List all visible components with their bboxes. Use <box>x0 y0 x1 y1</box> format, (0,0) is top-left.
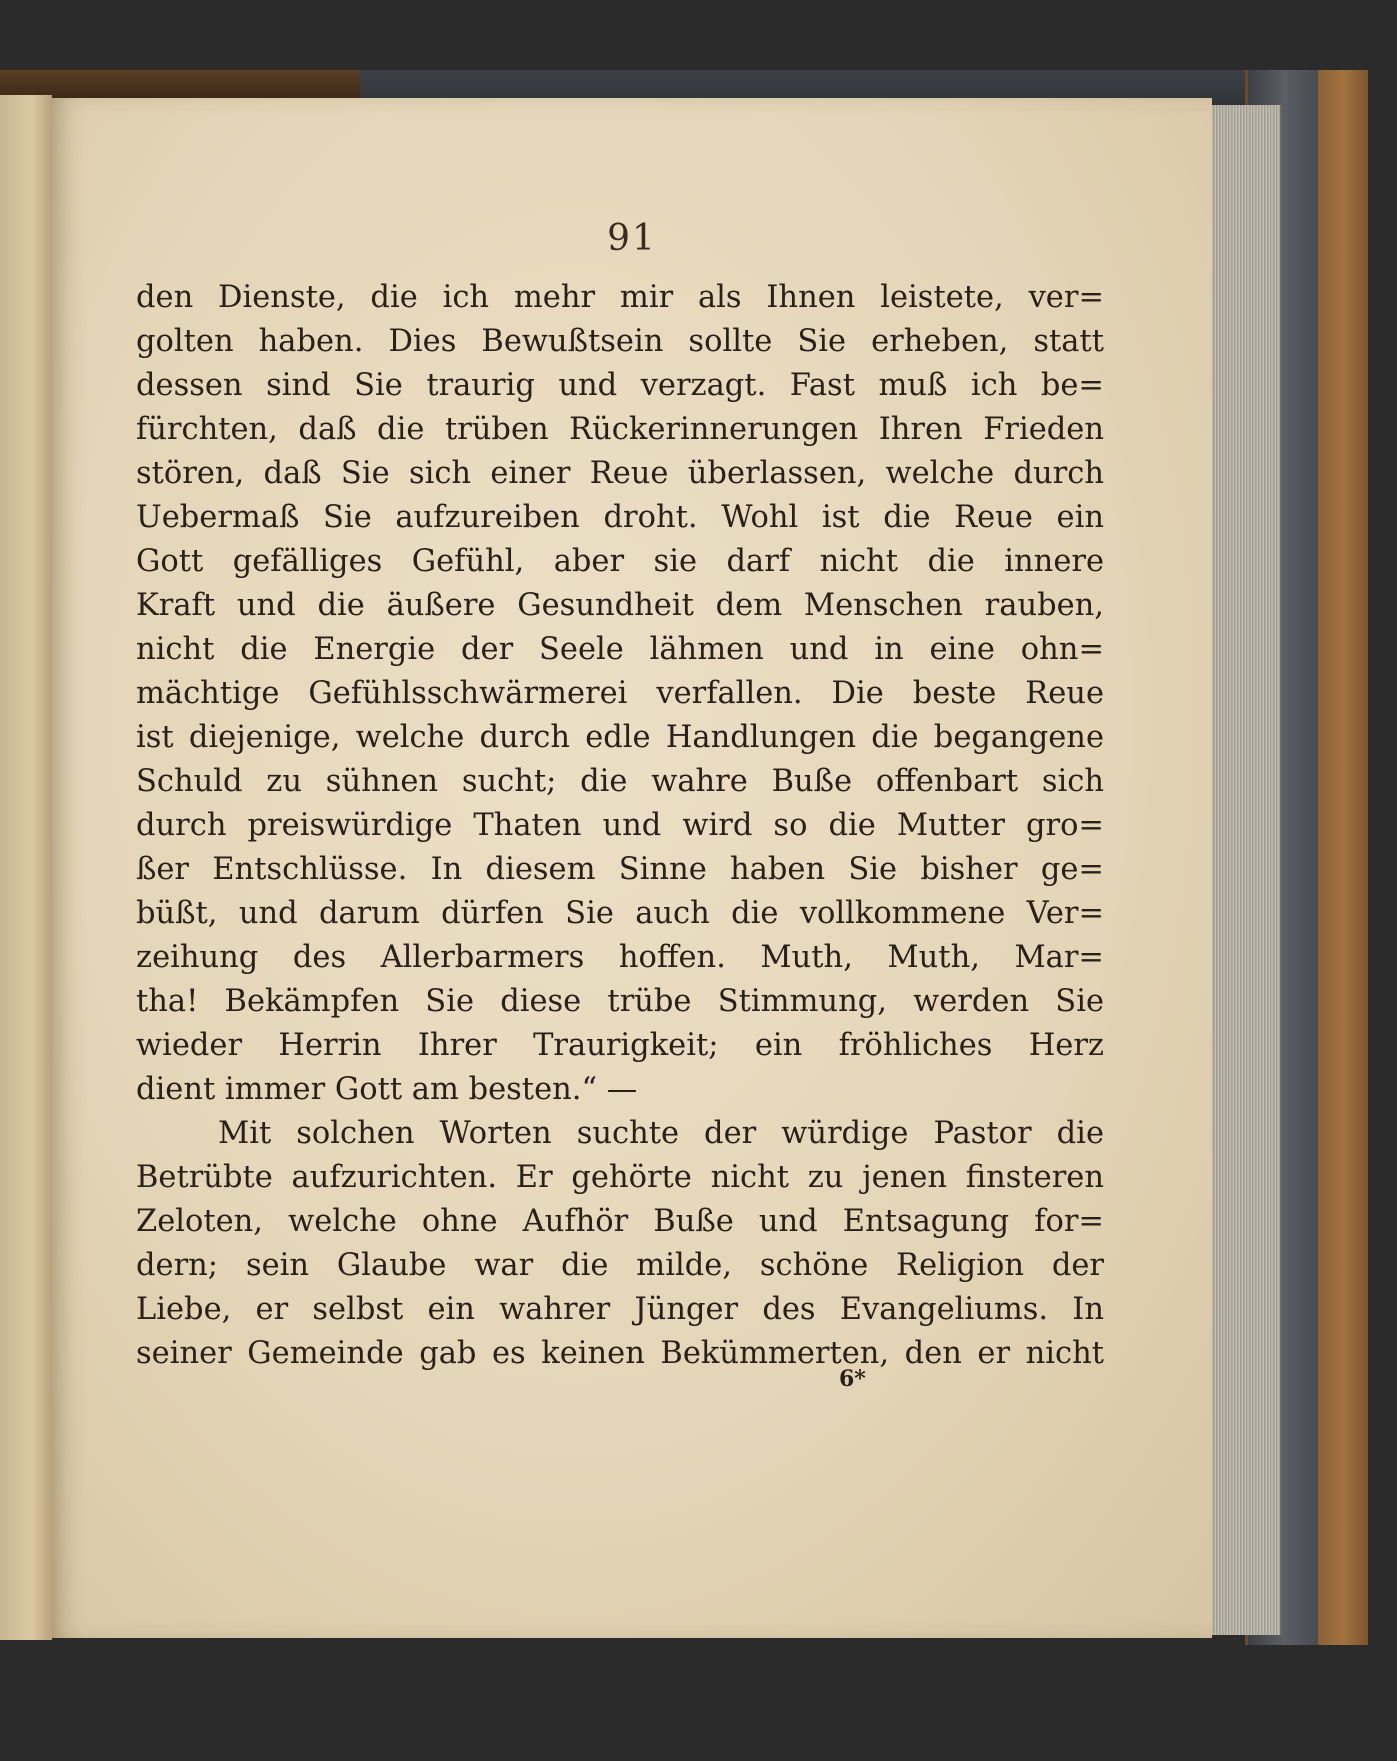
text-line: Gott gefälliges Gefühl, aber sie darf nicht die innere <box>136 544 1104 579</box>
text-line: seiner Gemeinde gab es keinen Bekümmerten, den er nicht <box>136 1336 1104 1371</box>
text-line: Uebermaß Sie aufzureiben droht. Wohl ist die Reue ein <box>136 500 1104 535</box>
text-line: ßer Entschlüsse. In diesem Sinne haben Sie bisher ge= <box>136 852 1104 887</box>
text-line: ist diejenige, welche durch edle Handlungen die begangene <box>136 720 1104 755</box>
text-line: dessen sind Sie traurig und verzagt. Fast muß ich be= <box>136 368 1104 403</box>
page-number: 91 <box>607 218 657 259</box>
text-line: Schuld zu sühnen sucht; die wahre Buße offenbart sich <box>136 764 1104 799</box>
text-line: nicht die Energie der Seele lähmen und in eine ohn= <box>136 632 1104 667</box>
text-line: Liebe, er selbst ein wahrer Jünger des Evangeliums. In <box>136 1292 1104 1327</box>
left-cover-edge <box>0 70 360 100</box>
book-page <box>52 98 1212 1638</box>
text-line: Betrübte aufzurichten. Er gehörte nicht zu jenen finsteren <box>136 1160 1104 1195</box>
text-line: tha! Bekämpfen Sie diese trübe Stimmung, werden Sie <box>136 984 1104 1019</box>
text-line: mächtige Gefühlsschwärmerei verfallen. Die beste Reue <box>136 676 1104 711</box>
text-line: büßt, und darum dürfen Sie auch die vollkommene Ver= <box>136 896 1104 931</box>
page-text <box>136 276 1104 1376</box>
text-line: zeihung des Allerbarmers hoffen. Muth, Muth, Mar= <box>136 940 1104 975</box>
text-line: stören, daß Sie sich einer Reue überlassen, welche durch <box>136 456 1104 491</box>
text-line: fürchten, daß die trüben Rückerinnerungen Ihren Frieden <box>136 412 1104 447</box>
text-line: Zeloten, welche ohne Aufhör Buße und Entsagung for= <box>136 1204 1104 1239</box>
text-line: wieder Herrin Ihrer Traurigkeit; ein fröhliches Herz <box>136 1028 1104 1063</box>
text-line: durch preiswürdige Thaten und wird so die Mutter gro= <box>136 808 1104 843</box>
text-line: dern; sein Glaube war die milde, schöne Religion der <box>136 1248 1104 1283</box>
paragraph-start-line: Mit solchen Worten suchte der würdige Pastor die <box>218 1116 1104 1151</box>
printer-signature-mark: 6* <box>839 1366 866 1392</box>
text-line: golten haben. Dies Bewußtsein sollte Sie erheben, statt <box>136 324 1104 359</box>
left-facing-page <box>0 95 52 1640</box>
text-line: den Dienste, die ich mehr mir als Ihnen leistete, ver= <box>136 280 1104 315</box>
text-line: Kraft und die äußere Gesundheit dem Menschen rauben, <box>136 588 1104 623</box>
paragraph-end-line: dient immer Gott am besten.“ — <box>136 1072 638 1107</box>
page-stack-edges <box>1210 105 1282 1635</box>
